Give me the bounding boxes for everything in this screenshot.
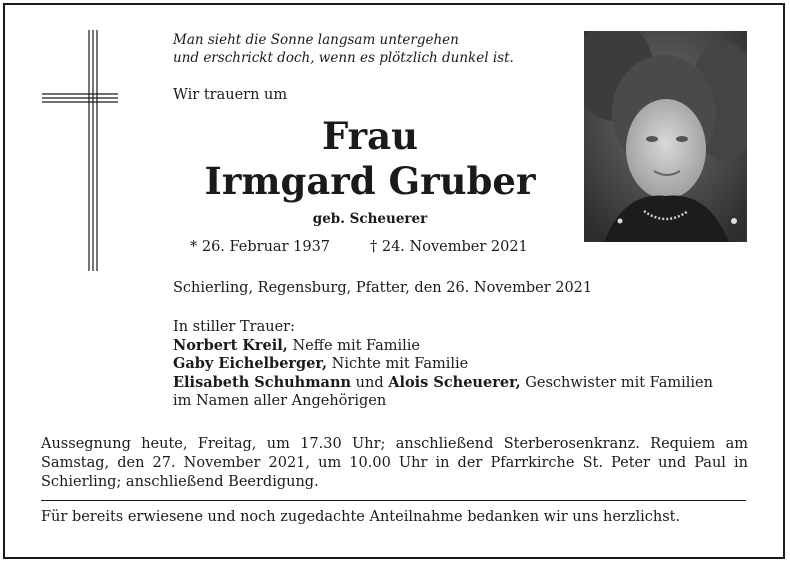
mourner-relation: Nichte mit Familie [327,356,469,372]
mourner-name: Alois Scheuerer, [388,373,521,391]
deceased-name: Irmgard Gruber [204,159,536,203]
list-item [173,355,713,374]
quote-line-2: und erschrickt doch, wenn es plötzlich dunkel ist. [173,50,514,66]
divider [41,500,746,501]
mourners-heading: In stiller Trauer: [173,319,295,335]
maiden-name: geb. Scheuerer [312,211,428,227]
mourner-relation: Geschwister mit Familien [520,374,713,391]
quote-line-1: Man sieht die Sonne langsam untergehen [173,32,459,48]
mourners-closing: im Namen aller Angehörigen [173,393,387,409]
mourners-list [173,318,713,411]
funeral-details: Aussegnung heute, Freitag, um 17.30 Uhr; anschließend Sterberosenkranz. Requiem am Samstag, den 27. November 2021, um 10.00 Uhr in der Pfarrkirche St. Peter und Paul in Schierling; anschließend Beerdigung. [41,436,748,490]
intro-text: Wir trauern um [173,87,288,103]
opening-quote [173,31,514,67]
list-item [173,337,713,356]
death-date: † 24. November 2021 [370,239,528,255]
mourner-relation: Neffe mit Familie [287,337,421,354]
list-item [173,374,713,393]
mourner-name: Norbert Kreil, [173,336,288,354]
salutation: Frau [322,114,418,158]
mourner-conjunction: und [351,374,389,391]
cross-icon [40,28,120,273]
place-and-date: Schierling, Regensburg, Pfatter, den 26. November 2021 [173,280,593,296]
birth-date: * 26. Februar 1937 [190,239,331,255]
portrait-photo [584,31,747,242]
mourner-name: Gaby Eichelberger, [173,355,328,372]
mourner-name: Elisabeth Schuhmann [173,373,352,391]
thanks-note: Für bereits erwiesene und noch zugedachte Anteilnahme bedanken wir uns herzlichst. [41,509,681,525]
